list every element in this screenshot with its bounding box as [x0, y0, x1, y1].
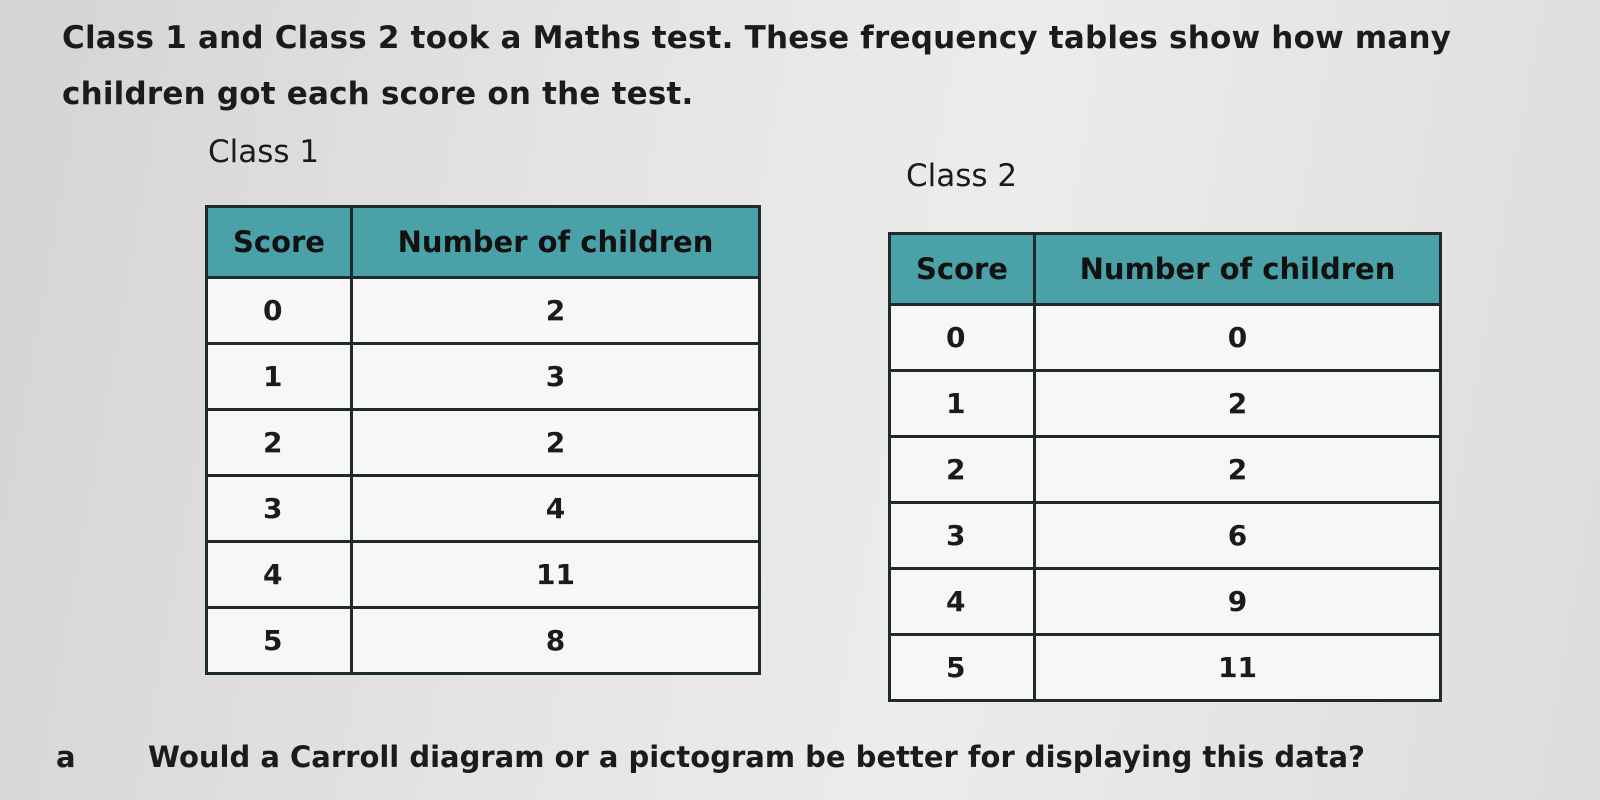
- score-cell: 0: [890, 305, 1035, 371]
- table-row: [207, 542, 760, 608]
- table-row: [207, 278, 760, 344]
- score-cell: 3: [890, 503, 1035, 569]
- score-cell: 5: [890, 635, 1035, 701]
- class-2-label: Class 2: [906, 158, 1018, 194]
- count-cell: 4: [352, 476, 760, 542]
- question-a: [56, 740, 1365, 774]
- class-2-frequency-table: [888, 232, 1442, 702]
- score-cell: 1: [207, 344, 352, 410]
- question-text: Would a Carroll diagram or a pictogram be better for displaying this data?: [148, 740, 1365, 774]
- count-cell: 2: [352, 278, 760, 344]
- table-row: [890, 569, 1441, 635]
- table-header-row: [890, 234, 1441, 305]
- number-of-children-column-header: Number of children: [352, 207, 760, 278]
- score-cell: 3: [207, 476, 352, 542]
- table-row: [890, 503, 1441, 569]
- count-cell: 2: [352, 410, 760, 476]
- table-row: [890, 371, 1441, 437]
- count-cell: 8: [352, 608, 760, 674]
- table-row: [890, 305, 1441, 371]
- count-cell: 0: [1035, 305, 1441, 371]
- count-cell: 3: [352, 344, 760, 410]
- count-cell: 2: [1035, 437, 1441, 503]
- question-letter: a: [56, 740, 76, 774]
- count-cell: 11: [1035, 635, 1441, 701]
- class-1-frequency-table: [205, 205, 761, 675]
- number-of-children-column-header: Number of children: [1035, 234, 1441, 305]
- score-cell: 4: [207, 542, 352, 608]
- score-column-header: Score: [207, 207, 352, 278]
- score-cell: 2: [207, 410, 352, 476]
- score-cell: 5: [207, 608, 352, 674]
- table-row: [890, 437, 1441, 503]
- table-row: [890, 635, 1441, 701]
- score-cell: 1: [890, 371, 1035, 437]
- count-cell: 11: [352, 542, 760, 608]
- count-cell: 2: [1035, 371, 1441, 437]
- score-cell: 0: [207, 278, 352, 344]
- table-row: [207, 608, 760, 674]
- table-row: [207, 410, 760, 476]
- score-cell: 2: [890, 437, 1035, 503]
- count-cell: 9: [1035, 569, 1441, 635]
- score-column-header: Score: [890, 234, 1035, 305]
- table-header-row: [207, 207, 760, 278]
- table-row: [207, 476, 760, 542]
- table-row: [207, 344, 760, 410]
- intro-text: Class 1 and Class 2 took a Maths test. These frequency tables show how many children got each score on the test.: [62, 20, 1452, 112]
- count-cell: 6: [1035, 503, 1441, 569]
- class-1-label: Class 1: [208, 134, 320, 170]
- score-cell: 4: [890, 569, 1035, 635]
